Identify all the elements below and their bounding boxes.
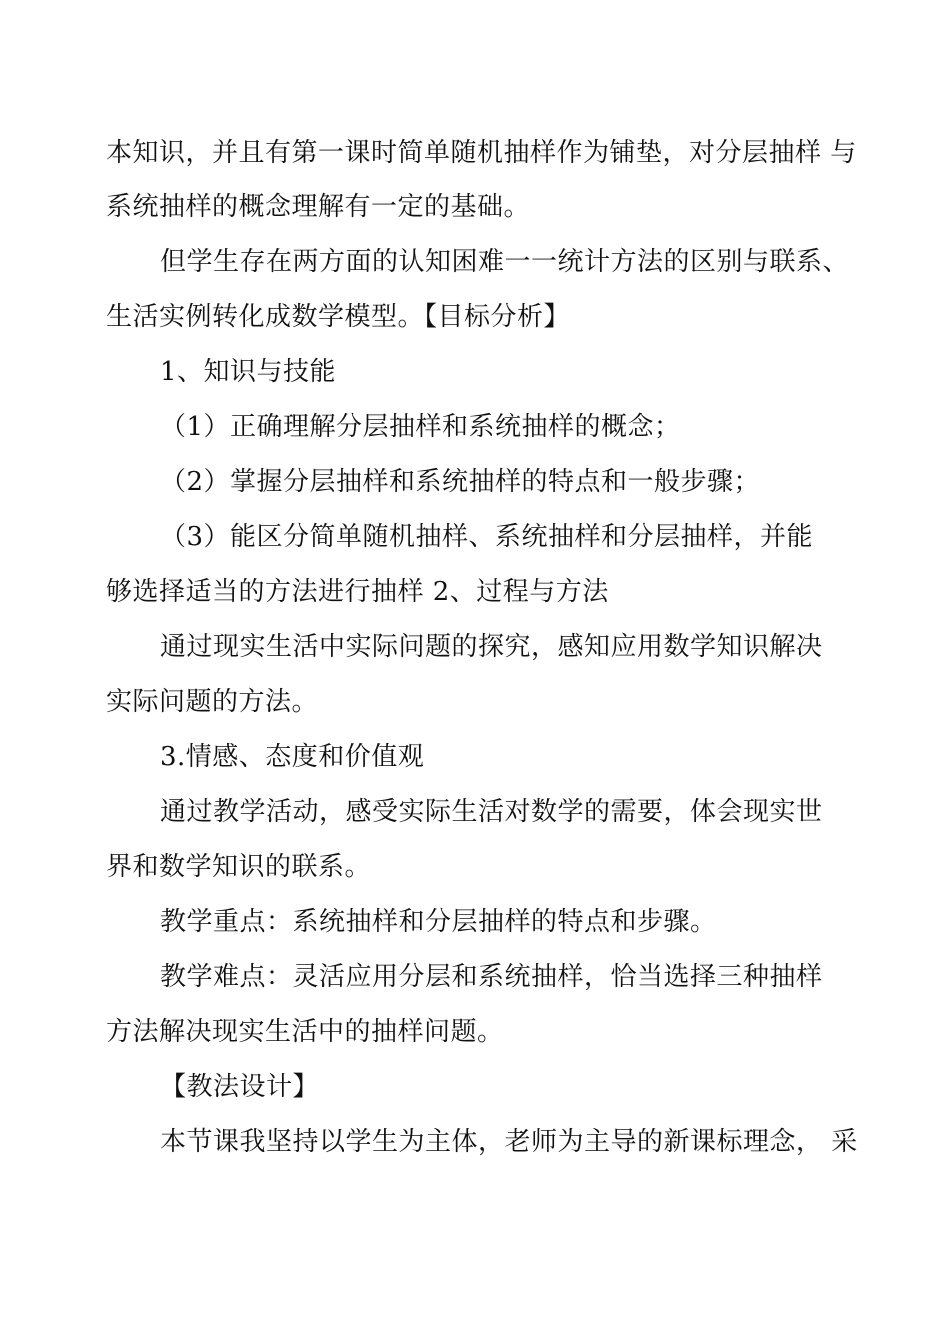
text-line: 但学生存在两方面的认知困难一一统计方法的区别与联系、 [160,247,850,277]
text-line: 生活实例转化成数学模型。【目标分析】 [106,302,571,332]
text-line: 本节课我坚持以学生为主体，老师为主导的新课标理念， 采 [160,1127,858,1157]
text-line: 本知识，并且有第一课时简单随机抽样作为铺垫，对分层抽样 与 [106,138,857,168]
text-line: 界和数学知识的联系。 [106,852,372,882]
text-line: 实际问题的方法。 [106,687,319,717]
text-line: （2）掌握分层抽样和系统抽样的特点和一般步骤； [160,467,761,497]
section-heading: 【教法设计】 [160,1072,320,1102]
text-line: 系统抽样的概念理解有一定的基础。 [106,192,531,222]
text-line: （1）正确理解分层抽样和系统抽样的概念； [160,412,681,442]
text-line: 教学重点：系统抽样和分层抽样的特点和步骤。 [160,907,717,937]
text-line: 方法解决现实生活中的抽样问题。 [106,1017,504,1047]
text-line: （3）能区分简单随机抽样、系统抽样和分层抽样，并能 [160,522,814,552]
text-line: 够选择适当的方法进行抽样 2、过程与方法 [106,577,609,607]
text-line: 3.情感、态度和价值观 [160,742,425,772]
text-line: 1、知识与技能 [160,357,337,387]
text-line: 通过教学活动，感受实际生活对数学的需要，体会现实世 [160,797,823,827]
text-line: 教学难点：灵活应用分层和系统抽样，恰当选择三种抽样 [160,962,823,992]
text-line: 通过现实生活中实际问题的探究，感知应用数学知识解决 [160,632,823,662]
